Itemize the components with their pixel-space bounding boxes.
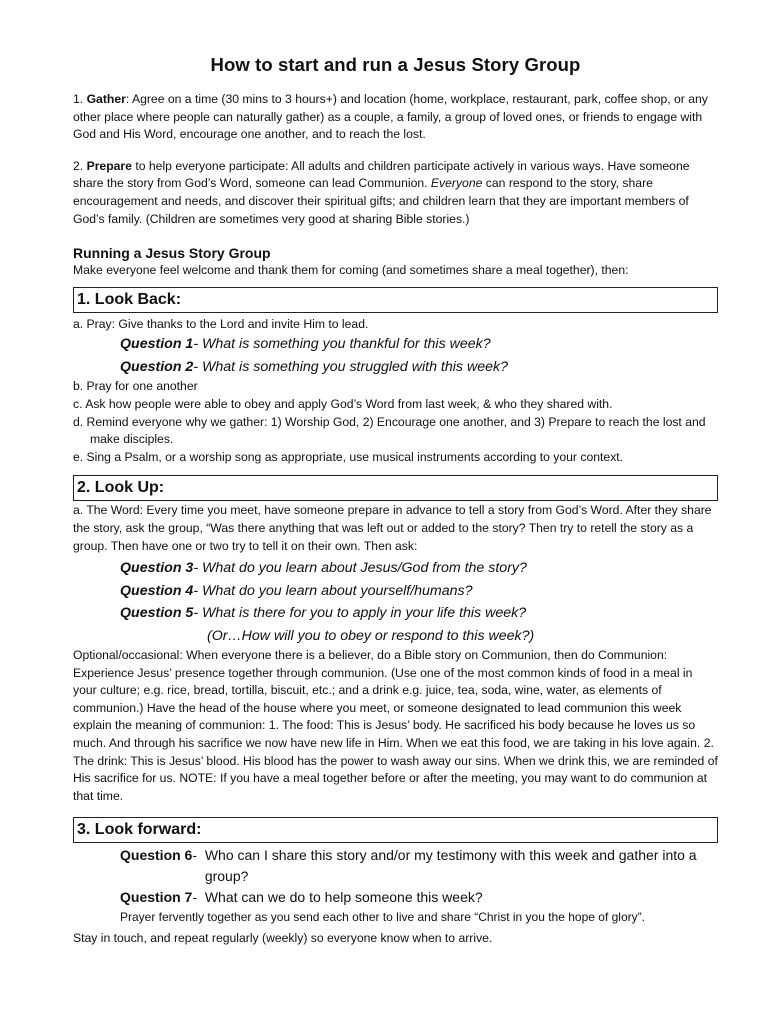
question-text: - What is something you struggled with this week? [193, 358, 508, 375]
question-text: What can we do to help someone this week? [204, 889, 483, 906]
question-5-alternative: (Or…How will you to obey or respond to this week?) [207, 627, 535, 644]
section-heading: 1. Look Back: [77, 290, 182, 308]
prepare-label: Prepare [86, 158, 132, 173]
prayer-line: Prayer fervently together as you send each other to live and share “Christ in you the hope of glory”. [120, 910, 645, 925]
gather-number: 1. [73, 92, 84, 106]
question-text: - What is something you thankful for this week? [193, 336, 491, 353]
closing-line: Stay in touch, and repeat regularly (weekly) so everyone know when to arrive. [73, 931, 493, 946]
question-text: - What is there for you to apply in your life this week? [193, 605, 527, 622]
section-look-back [73, 287, 718, 313]
question-label: Question 7 [120, 889, 193, 906]
question-label: Question 2 [120, 358, 194, 375]
question-6 [120, 845, 718, 887]
communion-paragraph: Optional/occasional: When everyone there is a believer, do a Bible story on Communion, then do Communion: Experience Jesus’ presence together through communion. (Use one of the most common kinds of food in a meal in your culture; e.g. rice, bread, tortilla, biscuit, etc.; and a drink e.g. juice, tea, soda, wine, water, as elements of communion.) Have the head of the house where you meet, or someone designated to lead communion this week explain the meaning of communion: 1. The food: This is Jesus’ body. He sacrificed his body because he loves us so much. And through his sacrifice we now have new life in Him. When we eat this food, we are taking in his love again. 2. The drink: This is Jesus’ blood. His blood has the power to wash away our sins. When we drink this, we are reminded of His sacrifice for us. NOTE: If you have a meal together before or after the meeting, you may want to do communion at that time. [73, 648, 718, 803]
section-heading: 3. Look forward: [77, 821, 202, 839]
question-dash: - [192, 847, 205, 864]
look-back-item-d: d. Remind everyone why we gather: 1) Worship God, 2) Encourage one another, and 3) Prepare to reach the lost and make disciples. [73, 414, 706, 447]
look-back-item-e: e. Sing a Psalm, or a worship song as appropriate, use musical instruments according to your context. [73, 449, 624, 464]
gather-paragraph [73, 91, 718, 144]
question-5 [120, 602, 718, 625]
document-page [73, 54, 718, 948]
prepare-text-a: to help everyone participate: All adults and children participate actively in various ways. Have someone share the story from God’s Word, someone can lead Communion. [73, 158, 690, 191]
question-1 [120, 333, 718, 356]
question-3 [120, 557, 718, 580]
prepare-paragraph [73, 158, 718, 228]
question-label: Question 3 [120, 560, 194, 577]
question-4 [120, 580, 718, 603]
look-up-item-a: a. The Word: Every time you meet, have someone prepare in advance to tell a story from God’s Word. After they share the story, ask the group, “Was there anything that was left out or added to the story? Then try to retell the story as a group. Then have one or two try to tell it on their own. Then ask: [73, 503, 712, 553]
question-text: - What do you learn about yourself/humans? [193, 582, 473, 599]
question-dash: - [192, 889, 205, 906]
running-heading: Running a Jesus Story Group [73, 245, 271, 262]
prepare-number: 2. [73, 158, 84, 173]
question-label: Question 6 [120, 847, 193, 864]
prepare-text-b: can respond to the story, share encouragement and needs, and discover their spiritual gifts; and children learn that they are important members of God’s family. (Children are sometimes very good at sharing Bible stories.) [73, 176, 689, 226]
question-label: Question 4 [120, 582, 194, 599]
question-text: Who can I share this story and/or my testimony with this week and gather into a group? [204, 847, 697, 885]
gather-label: Gather [86, 92, 126, 106]
running-intro: Make everyone feel welcome and thank them for coming (and sometimes share a meal together), then: [73, 263, 629, 278]
gather-text: : Agree on a time (30 mins to 3 hours+) and location (home, workplace, restaurant, park, coffee shop, or any other place where people can naturally gather) as a couple, a family, a group of loved ones, or friends to engage with God and His Word, encourage one another, and to reach the lost. [73, 92, 708, 142]
section-look-forward [73, 817, 718, 843]
question-text: - What do you learn about Jesus/God from the story? [193, 560, 527, 577]
look-back-item-b: b. Pray for one another [73, 379, 198, 394]
question-7 [120, 887, 718, 908]
prepare-emphasis: Everyone [430, 176, 483, 191]
look-back-item-a: a. Pray: Give thanks to the Lord and invite Him to lead. [73, 316, 369, 331]
page-title: How to start and run a Jesus Story Group [210, 54, 581, 75]
section-look-up [73, 475, 718, 501]
question-label: Question 1 [120, 336, 194, 353]
question-2 [120, 356, 718, 379]
question-label: Question 5 [120, 605, 194, 622]
look-back-item-c: c. Ask how people were able to obey and apply God’s Word from last week, & who they shared with. [73, 396, 613, 411]
section-heading: 2. Look Up: [77, 479, 165, 497]
